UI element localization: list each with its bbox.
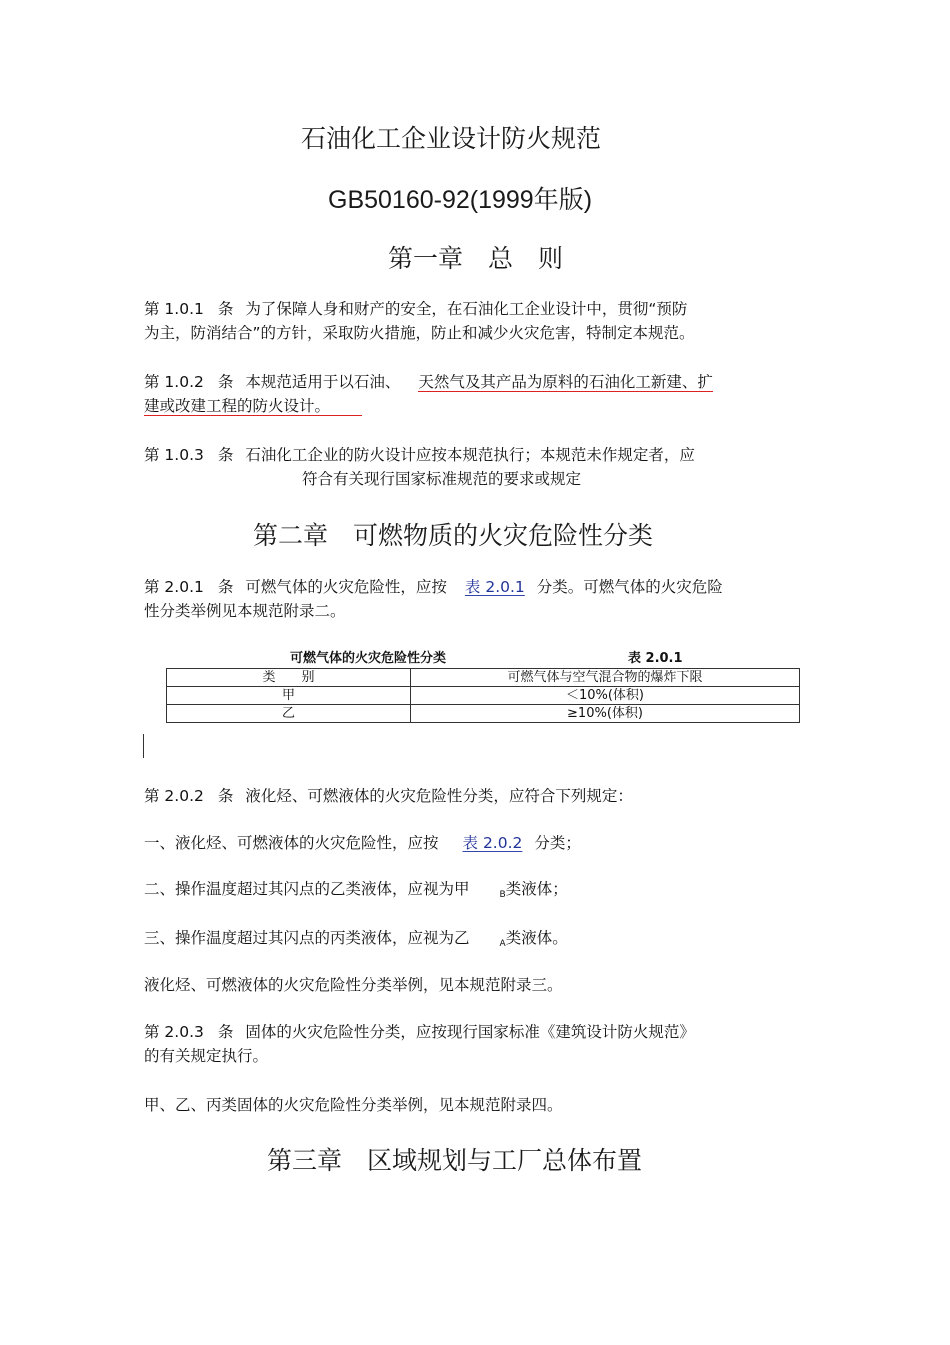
note-appendix-3: 液化烃、可燃液体的火灾危险性分类举例，见本规范附录三。 (144, 976, 563, 994)
article-text-line2: 的有关规定执行。 (144, 1047, 269, 1065)
article-number: 第 1.0.3 (144, 446, 204, 464)
article-text-line1a: 可燃气体的火灾危险性，应按 (245, 578, 447, 596)
article-1-0-2 (144, 370, 713, 418)
item-text-end: 类液体； (505, 880, 568, 898)
item-text-end: 分类； (534, 834, 581, 852)
item-text: 二、操作温度超过其闪点的乙类液体，应视为甲 (144, 880, 470, 898)
item-2 (144, 877, 568, 907)
article-tiao: 条 (217, 787, 234, 805)
item-text-end: 类液体。 (505, 929, 568, 947)
note-appendix-4: 甲、乙、丙类固体的火灾危险性分类举例，见本规范附录四。 (144, 1096, 563, 1114)
article-tiao: 条 (217, 300, 234, 318)
article-tiao: 条 (217, 373, 234, 391)
article-number: 第 2.0.2 (144, 787, 204, 805)
item-text: 三、操作温度超过其闪点的丙类液体，应视为乙 (144, 929, 470, 947)
chapter-2-heading: 第二章 可燃物质的火灾危险性分类 (253, 521, 654, 550)
article-tiao: 条 (217, 578, 234, 596)
article-text-line1: 石油化工企业的防火设计应按本规范执行；本规范未作规定者，应 (245, 446, 695, 464)
table-caption: 可燃气体的火灾危险性分类 (290, 651, 447, 666)
table-cell: ＜10%(体积) (411, 687, 800, 705)
table-header-category: 类 别 (167, 669, 411, 687)
article-tiao: 条 (217, 1023, 234, 1041)
item-3 (144, 926, 568, 956)
table-cell: 乙 (167, 705, 411, 723)
article-number: 第 2.0.3 (144, 1023, 204, 1041)
article-2-0-1 (144, 575, 723, 623)
article-1-0-3-line2: 符合有关现行国家标准规范的要求或规定 (302, 470, 582, 488)
article-text-line2: 为主，防消结合”的方针，采取防火措施，防止和减少火灾危害，特制定本规范。 (144, 324, 695, 342)
article-2-0-2 (144, 784, 633, 808)
article-tiao: 条 (217, 446, 234, 464)
document-title: 石油化工企业设计防火规范 (301, 124, 602, 153)
item-text: 一、液化烃、可燃液体的火灾危险性，应按 (144, 834, 439, 852)
table-2-0-2-link[interactable]: 表 2.0.2 (462, 834, 523, 852)
article-text-line1: 固体的火灾危险性分类，应按现行国家标准《建筑设计防火规范》 (245, 1023, 695, 1041)
article-text-line1b: 分类。可燃气体的火灾危险 (536, 578, 723, 596)
table-2-0-1-link[interactable]: 表 2.0.1 (464, 578, 525, 596)
article-1-0-1 (144, 297, 695, 345)
article-text-line1a: 本规范适用于以石油、 (245, 373, 401, 391)
chapter-1-heading: 第一章 总 则 (388, 244, 564, 273)
article-1-0-3 (144, 443, 695, 467)
table-number: 表 2.0.1 (628, 651, 683, 666)
table-header-limit: 可燃气体与空气混合物的爆炸下限 (411, 669, 800, 687)
article-number: 第 2.0.1 (144, 578, 204, 596)
item-1 (144, 831, 581, 855)
article-text: 液化烃、可燃液体的火灾危险性分类，应符合下列规定： (245, 787, 633, 805)
subscript: B (499, 890, 506, 900)
table-row (167, 687, 800, 705)
article-number: 第 1.0.2 (144, 373, 204, 391)
article-text-line1: 为了保障人身和财产的安全，在石油化工企业设计中，贯彻“预防 (245, 300, 688, 318)
article-number: 第 1.0.1 (144, 300, 204, 318)
table-row (167, 705, 800, 723)
article-text-line2: 性分类举例见本规范附录二。 (144, 602, 346, 620)
table-cell: 甲 (167, 687, 411, 705)
text-cursor (143, 734, 144, 758)
chapter-3-heading: 第三章 区域规划与工厂总体布置 (267, 1146, 643, 1175)
table-header-row (167, 669, 800, 687)
article-2-0-3 (144, 1020, 695, 1068)
document-code: GB50160-92(1999年版) (328, 186, 593, 214)
subscript: A (499, 939, 506, 949)
table-cell: ≥10%(体积) (411, 705, 800, 723)
tracked-change-text: 天然气及其产品为原料的石油化工新建、扩 (418, 373, 713, 391)
tracked-change-text-line2: 建或改建工程的防火设计。 (144, 397, 362, 416)
gas-hazard-table (166, 668, 800, 723)
